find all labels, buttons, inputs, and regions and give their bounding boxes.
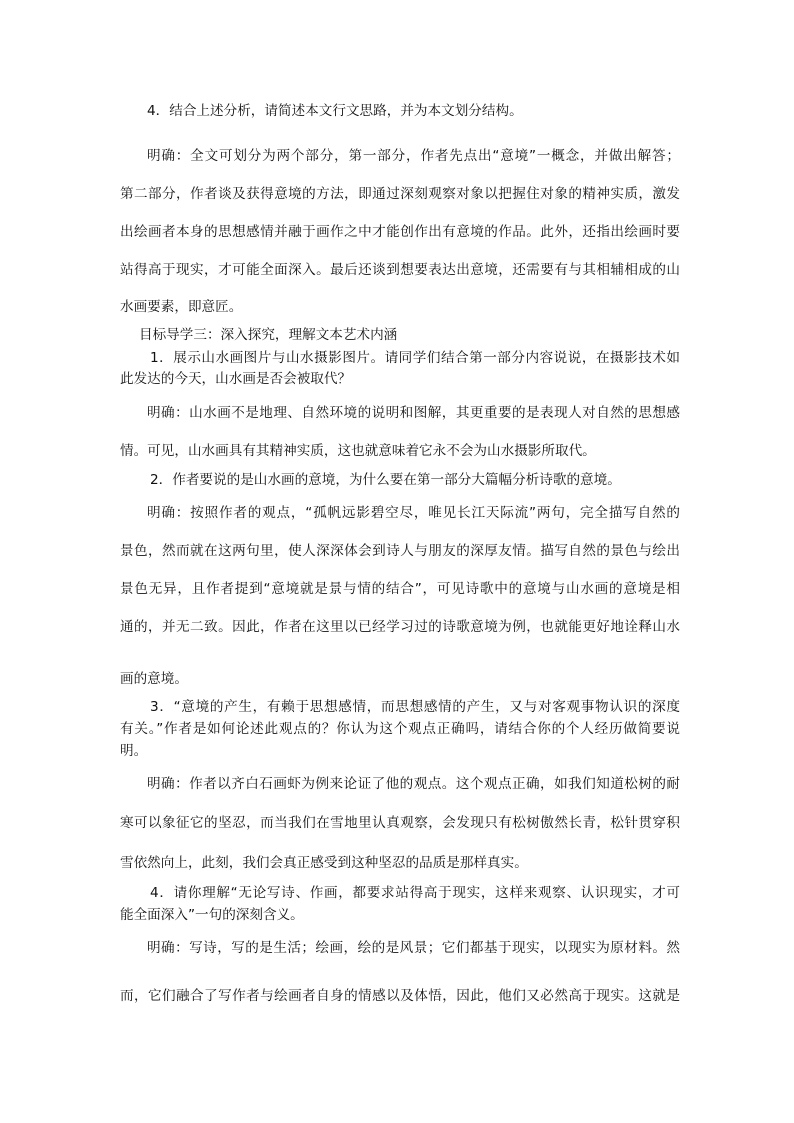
question-1-line-1: 1．展示山水画图片与山水摄影图片。请同学们结合第一部分内容说说，在摄影技术如 xyxy=(150,350,680,366)
answer-3-line-2: 寒可以象征它的坚忍，而当我们在雪地里认真观察，会发现只有松树傲然长青，松针贯穿积 xyxy=(120,815,680,831)
answer-4b-line-2: 而，它们融合了写作者与绘画者自身的情感以及体悟，因此，他们又必然高于现实。这就是 xyxy=(120,988,680,1004)
question-3-line-1: 3．“意境的产生，有赖于思想感情，而思想感情的产生，又与对客观事物认识的深度 xyxy=(150,699,680,715)
answer-2-line-4: 通的，并无二致。因此，作者在这里以已经学习过的诗歌意境为例，也就能更好地诠释山水 xyxy=(120,619,680,635)
answer-4-line-1: 明确：全文可划分为两个部分，第一部分，作者先点出“意境”一概念，并做出解答； xyxy=(147,148,680,164)
question-4-line-1: 4．请你理解“无论写诗、作画，都要求站得高于现实，这样来观察、认识现实，才可 xyxy=(150,885,680,901)
answer-3-line-3: 雪依然向上，此刻，我们会真正感受到这种坚忍的品质是那样真实。 xyxy=(120,855,528,871)
answer-4b-line-1: 明确：写诗，写的是生活；绘画，绘的是风景；它们都基于现实，以现实为原材料。然 xyxy=(147,940,680,956)
answer-4-line-3: 出绘画者本身的思想感情并融于画作之中才能创作出有意境的作品。此外，还指出绘画时要 xyxy=(120,224,680,240)
answer-4-line-5: 水画要素，即意匠。 xyxy=(120,299,243,315)
answer-2-line-2: 景色，然而就在这两句里，使人深深体会到诗人与朋友的深厚友情。描写自然的景色与绘出 xyxy=(120,543,680,559)
answer-4-line-2: 第二部分，作者谈及获得意境的方法，即通过深刻观察对象以把握住对象的精神实质，激发 xyxy=(120,186,680,202)
answer-1-line-2: 情。可见，山水画具有其精神实质，这也就意味着它永不会为山水摄影所取代。 xyxy=(120,443,596,459)
question-1-line-2: 此发达的今天，山水画是否会被取代？ xyxy=(120,371,352,387)
answer-4-line-4: 站得高于现实，才可能全面深入。最后还谈到想要表达出意境，还需要有与其相辅相成的山 xyxy=(120,262,680,278)
question-3-line-3: 明。 xyxy=(120,743,148,759)
question-2: 2．作者要说的是山水画的意境，为什么要在第一部分大篇幅分析诗歌的意境。 xyxy=(150,472,621,488)
question-4-structure: 4．结合上述分析，请简述本文行文思路，并为本文划分结构。 xyxy=(147,103,523,119)
answer-2-line-5: 画的意境。 xyxy=(120,671,188,687)
answer-3-line-1: 明确：作者以齐白石画虾为例来论证了他的观点。这个观点正确，如我们知道松树的耐 xyxy=(147,776,680,792)
answer-2-line-1: 明确：按照作者的观点，“孤帆远影碧空尽，唯见长江天际流”两句，完全描写自然的 xyxy=(147,505,680,521)
question-3-line-2: 有关。”作者是如何论述此观点的？你认为这个观点正确吗，请结合你的个人经历做简要说 xyxy=(120,721,680,737)
question-4-line-2: 能全面深入”一句的深刻含义。 xyxy=(120,907,304,923)
section-heading-goal-3: 目标导学三：深入探究，理解文本艺术内涵 xyxy=(139,327,398,343)
answer-1-line-1: 明确：山水画不是地理、自然环境的说明和图解，其更重要的是表现人对自然的思想感 xyxy=(147,405,680,421)
answer-2-line-3: 景色无异，且作者提到“意境就是景与情的结合”，可见诗歌中的意境与山水画的意境是相 xyxy=(120,581,680,597)
